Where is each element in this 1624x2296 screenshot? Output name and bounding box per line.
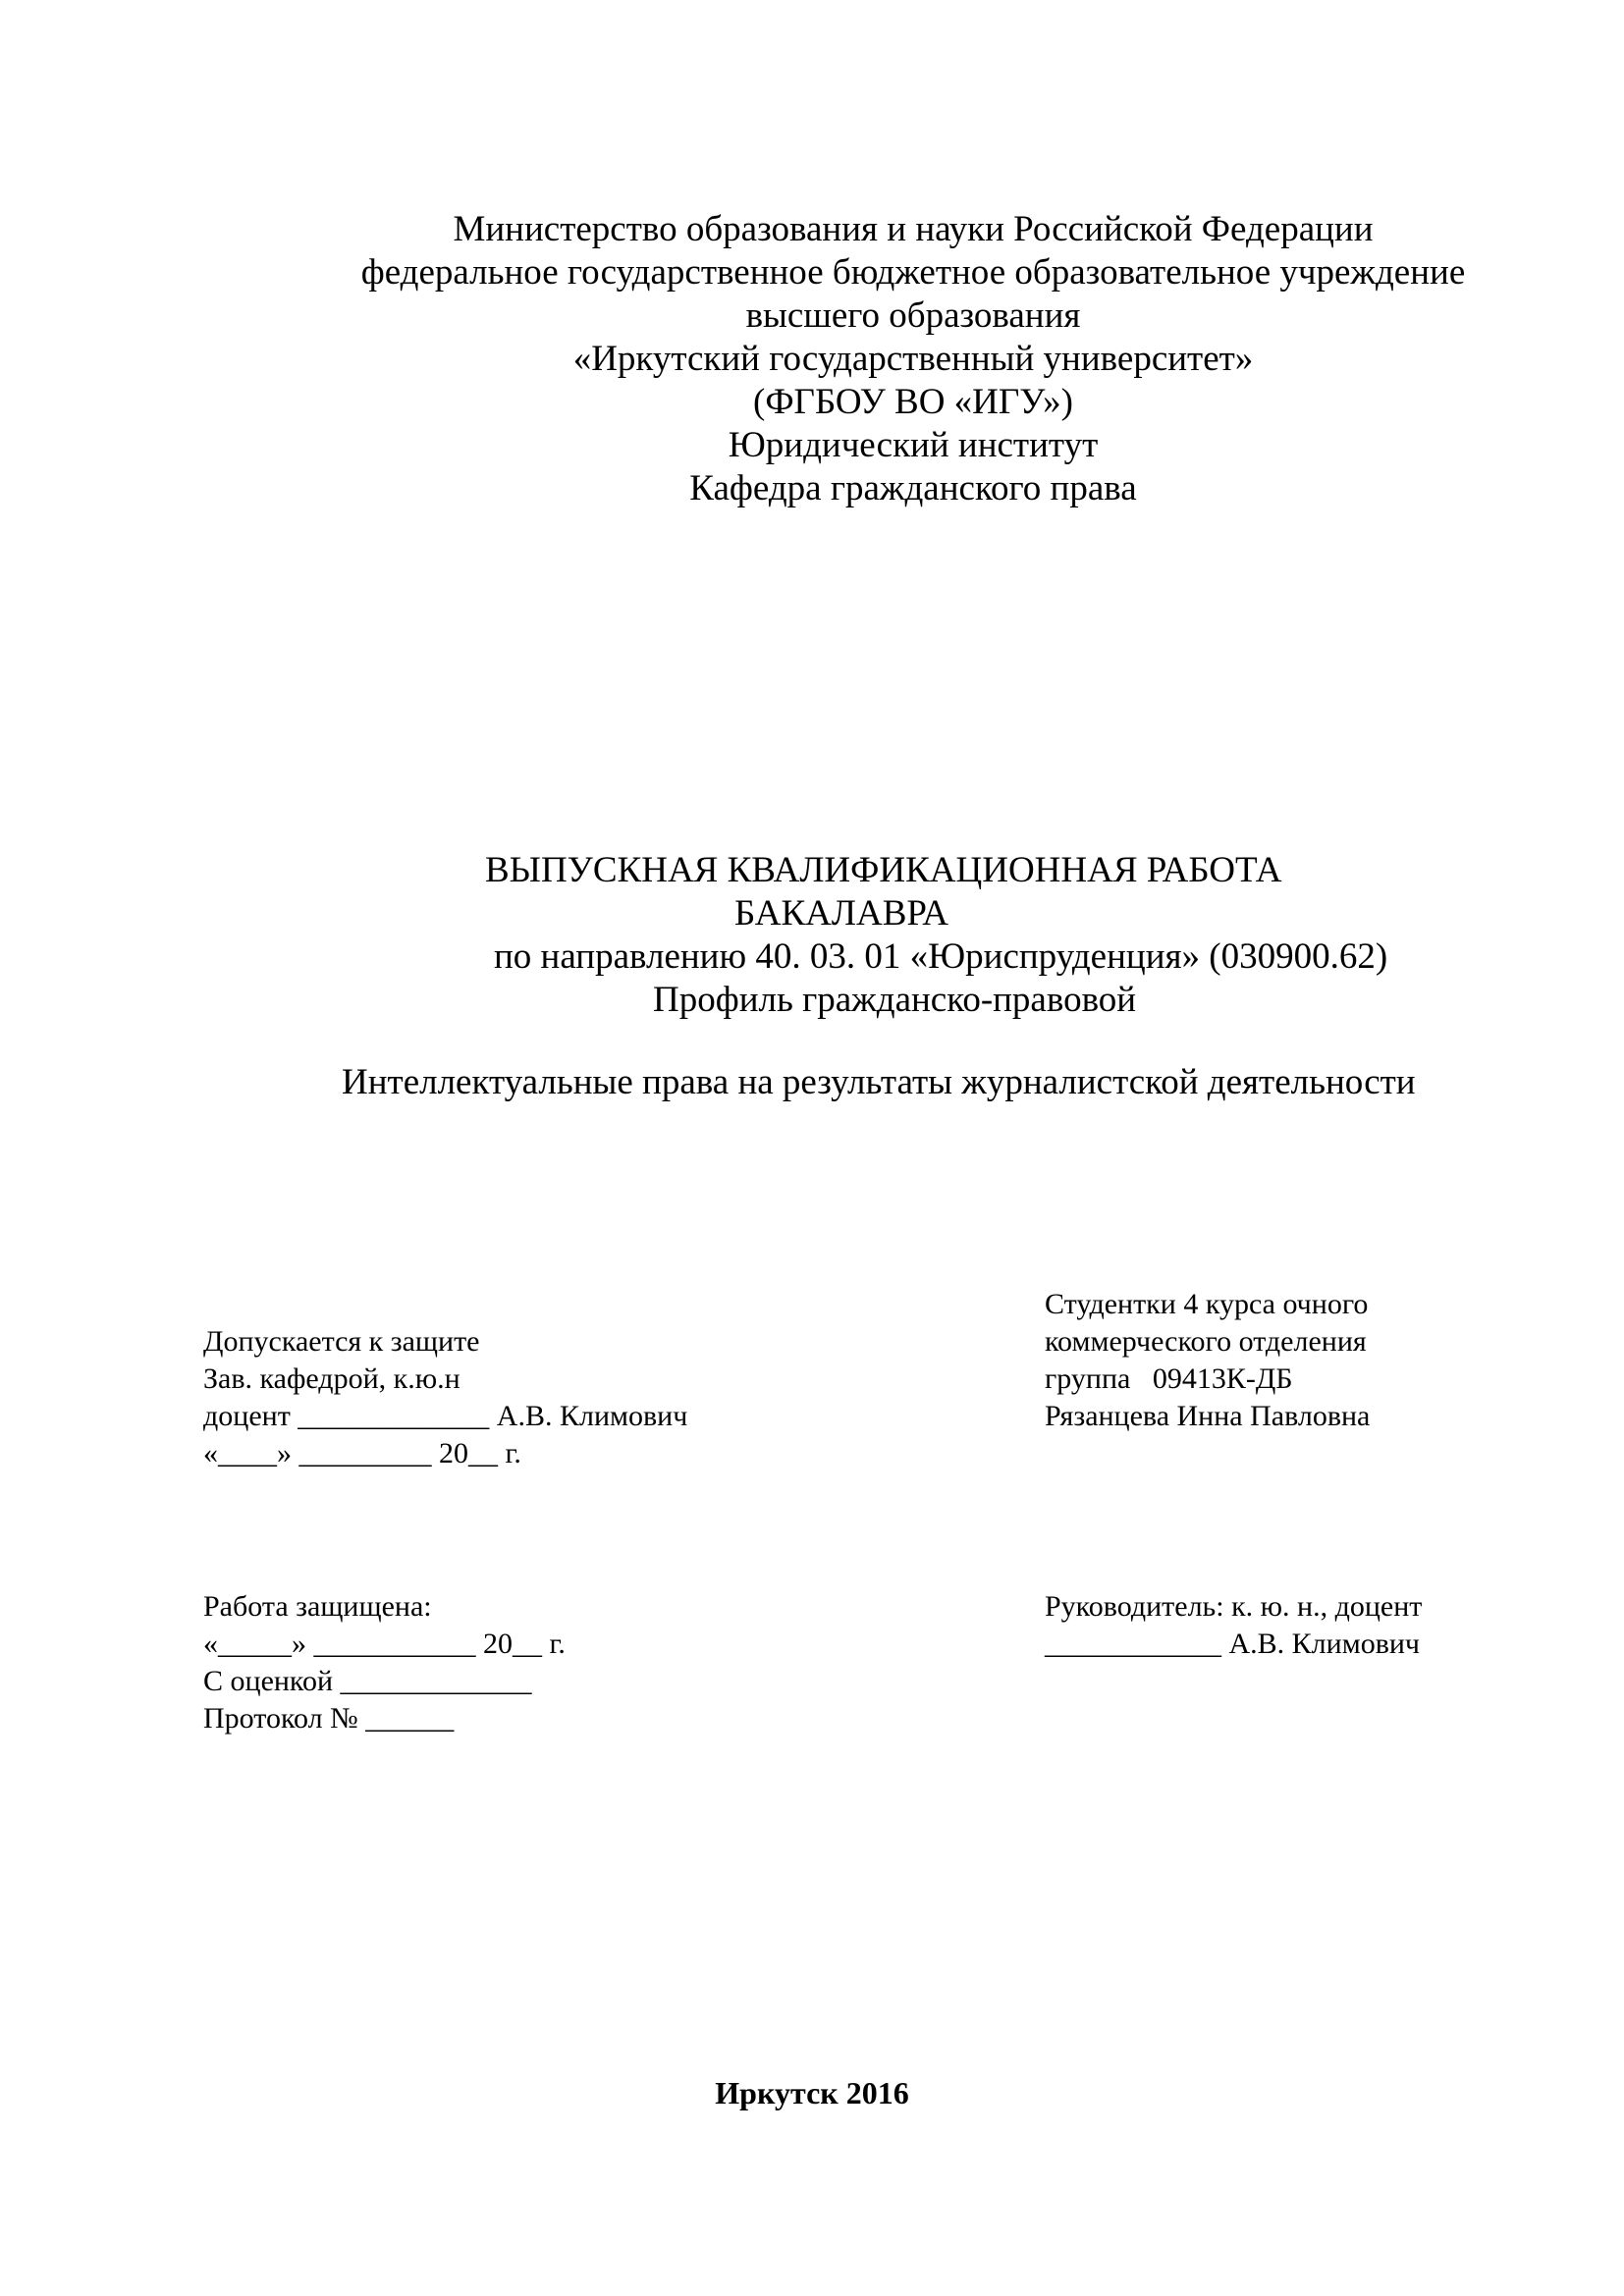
work-type-line: ВЫПУСКНАЯ КВАЛИФИКАЦИОННАЯ РАБОТА	[485, 850, 1282, 890]
protocol-line: Протокол № ______	[203, 1702, 455, 1735]
institute-line: Юридический институт	[728, 425, 1099, 465]
student-group-line: группа 09413К-ДБ	[1045, 1362, 1293, 1395]
supervisor-title-line: Руководитель: к. ю. н., доцент	[1045, 1590, 1423, 1623]
admission-line: Допускается к защите	[203, 1325, 480, 1358]
city-year: Иркутск 2016	[715, 2075, 909, 2110]
student-block	[1045, 1286, 1370, 1435]
thesis-topic: Интеллектуальные права на результаты журналистской деятельности	[342, 1062, 1416, 1102]
student-name-line: Рязанцева Инна Павловна	[1045, 1400, 1371, 1432]
university-abbr-line: (ФГБОУ ВО «ИГУ»)	[753, 382, 1073, 422]
institution-type-line: федеральное государственное бюджетное образовательное учреждение	[360, 252, 1466, 293]
supervisor-block	[1045, 1588, 1422, 1663]
head-signature-line: доцент _____________ А.В. Климович	[203, 1400, 688, 1432]
defense-block	[203, 1588, 566, 1737]
admission-date-line: «____» _________ 20__ г.	[203, 1437, 521, 1469]
admission-block	[203, 1323, 687, 1472]
supervisor-signature-line: ____________ А.В. Климович	[1045, 1628, 1421, 1660]
institution-header	[295, 208, 1532, 510]
defended-line: Работа защищена:	[203, 1590, 432, 1623]
department-line: Кафедра гражданского права	[689, 468, 1137, 508]
head-of-department-line: Зав. кафедрой, к.ю.н	[203, 1362, 460, 1395]
grade-line: С оценкой _____________	[203, 1665, 532, 1697]
ministry-line: Министерство образования и науки Российской Федерации	[453, 209, 1374, 249]
education-level-line: высшего образования	[745, 295, 1081, 336]
university-name-line: «Иркутский государственный университет»	[572, 339, 1254, 379]
profile-line: Профиль гражданско-правовой	[653, 980, 1137, 1020]
student-department-line: коммерческого отделения	[1045, 1325, 1367, 1358]
defense-date-line: «_____» ___________ 20__ г.	[203, 1628, 566, 1660]
degree-line: БАКАЛАВРА	[734, 893, 948, 934]
student-course-line: Студентки 4 курса очного	[1045, 1288, 1369, 1320]
direction-line: по направлению 40. 03. 01 «Юриспруденция» (030900.62)	[494, 936, 1388, 977]
